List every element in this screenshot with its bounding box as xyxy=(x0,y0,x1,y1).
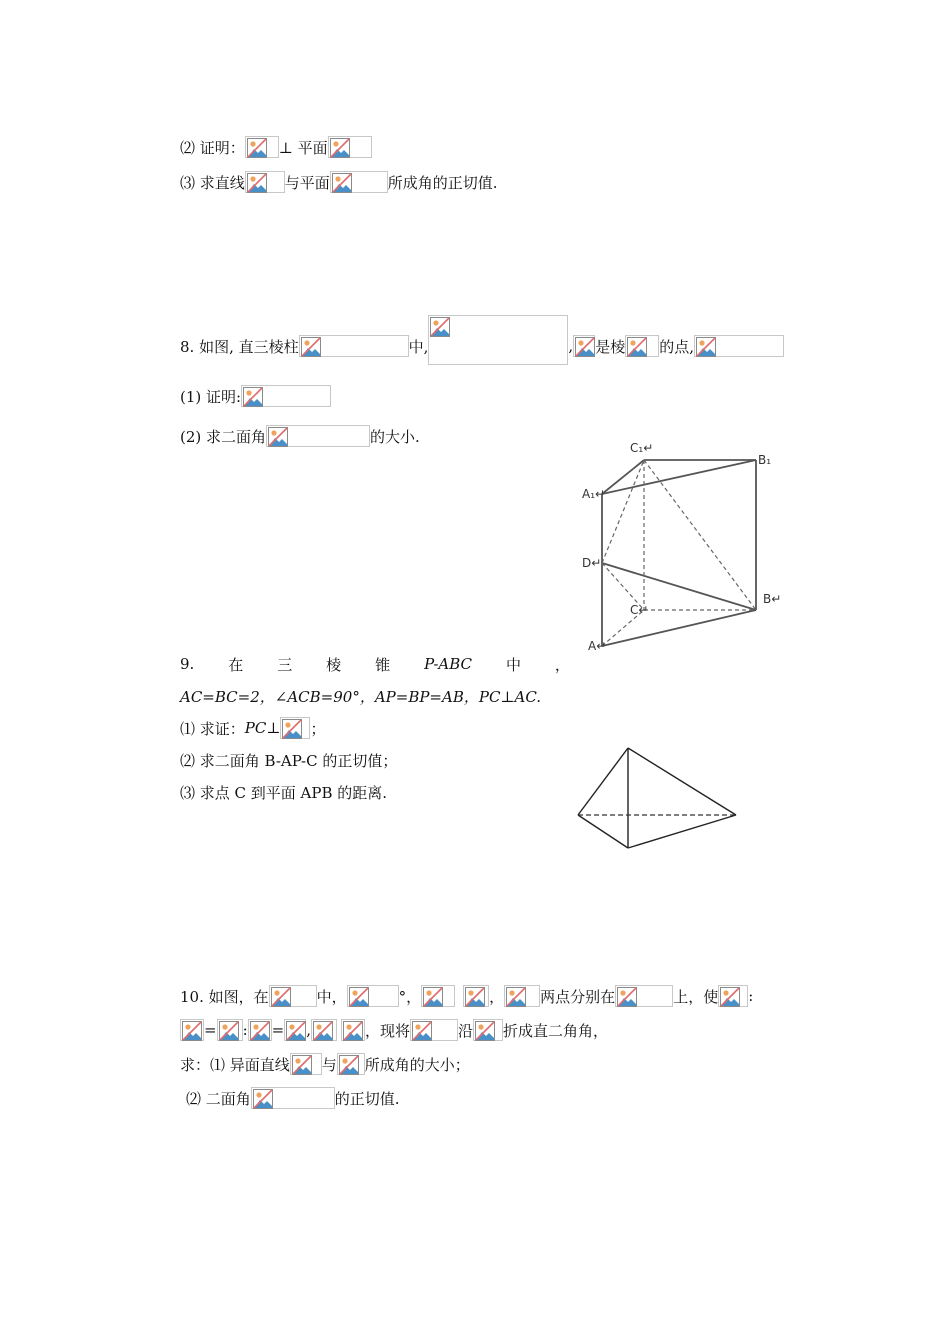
q10-stem-shang: 上，使 xyxy=(673,987,719,1006)
q9-word: 三 xyxy=(277,655,293,674)
formula-image xyxy=(504,985,540,1007)
label-c1: C₁↵ xyxy=(630,441,654,455)
broken-image-icon xyxy=(244,388,263,407)
q8-stem-dedian: 的点, xyxy=(659,337,694,356)
q9-word: ， xyxy=(554,655,570,674)
formula-image xyxy=(428,315,568,365)
broken-image-icon xyxy=(330,139,349,158)
formula-image xyxy=(573,335,595,357)
q9-word: 棱 xyxy=(326,655,342,674)
label-a: A↵ xyxy=(588,639,607,653)
broken-image-icon xyxy=(507,988,526,1007)
broken-image-icon xyxy=(476,1022,495,1041)
q7-part3 xyxy=(180,168,498,196)
q8-part2 xyxy=(180,422,420,450)
broken-image-icon xyxy=(431,318,450,337)
broken-image-icon xyxy=(271,988,290,1007)
label-a1: A₁↵ xyxy=(582,487,606,501)
q10-l2-yan: 沿 xyxy=(458,1021,474,1040)
q10-l3-suffix: 所成角的大小； xyxy=(364,1055,470,1074)
q7-part3-prefix: ⑶ 求直线 xyxy=(180,173,245,192)
broken-image-icon xyxy=(301,338,320,357)
formula-image xyxy=(330,171,388,193)
formula-image xyxy=(337,1053,365,1075)
q10-l2-xianjiang: ，现将 xyxy=(365,1021,411,1040)
q10-l2-fold: 折成直二角角， xyxy=(503,1021,609,1040)
broken-image-icon xyxy=(349,988,368,1007)
q9-name: P-ABC xyxy=(424,655,473,673)
q8-stem-comma: , xyxy=(568,337,574,355)
broken-image-icon xyxy=(339,1056,358,1075)
prism-figure xyxy=(570,430,790,660)
broken-image-icon xyxy=(253,1090,272,1109)
q9-part1-pc: PC⊥ xyxy=(244,719,281,737)
q9-part3-text: ⑶ 求点 C 到平面 APB 的距离. xyxy=(180,783,388,802)
formula-image xyxy=(290,1053,322,1075)
q8-stem-zhong: 中, xyxy=(408,337,429,356)
formula-image xyxy=(694,335,784,357)
formula-image xyxy=(248,1019,272,1041)
broken-image-icon xyxy=(247,139,266,158)
pyramid-solid-edges xyxy=(578,748,736,848)
formula-image xyxy=(251,1087,335,1109)
broken-image-icon xyxy=(283,720,302,739)
broken-image-icon xyxy=(618,988,637,1007)
q10-l2-colon: : xyxy=(242,1021,248,1039)
q8-stem xyxy=(180,332,784,360)
q7-part2 xyxy=(180,133,372,161)
q9-num: 9. xyxy=(180,655,195,673)
q9-word: 在 xyxy=(228,655,244,674)
broken-image-icon xyxy=(332,174,351,193)
q10-stem-degree: °， xyxy=(398,987,422,1006)
q10-line2 xyxy=(180,1016,608,1044)
q9-part1-suffix: ； xyxy=(310,719,326,738)
formula-image xyxy=(241,385,331,407)
q10-stem-prefix: 10. 如图，在 xyxy=(180,987,269,1006)
q8-part2-suffix: 的大小. xyxy=(370,427,420,446)
q8-stem-prefix: 8. 如图, 直三棱柱 xyxy=(180,337,299,356)
q9-part1-prefix: ⑴ 求证： xyxy=(180,719,245,738)
q10-stem xyxy=(180,982,753,1010)
formula-image xyxy=(625,335,659,357)
formula-image xyxy=(299,335,409,357)
q10-line3 xyxy=(180,1050,470,1078)
formula-image xyxy=(266,425,370,447)
broken-image-icon xyxy=(219,1022,238,1041)
q9-word: 锥 xyxy=(375,655,391,674)
q10-l4-suffix: 的正切值. xyxy=(334,1089,400,1108)
broken-image-icon xyxy=(424,988,443,1007)
broken-image-icon xyxy=(247,174,266,193)
formula-image xyxy=(245,136,279,158)
formula-image xyxy=(311,1019,337,1041)
formula-image xyxy=(341,1019,365,1041)
q8-part1-prefix: (1) 证明: xyxy=(180,387,242,406)
prism-solid-edges xyxy=(602,460,756,646)
q9-part2-text: ⑵ 求二面角 B-AP-C 的正切值； xyxy=(180,751,398,770)
q7-part2-perp: ⊥ 平面 xyxy=(278,138,328,157)
prism-hidden-edges xyxy=(602,460,756,646)
formula-image xyxy=(615,985,673,1007)
q10-l2-comma: , xyxy=(306,1021,311,1039)
broken-image-icon xyxy=(696,338,715,357)
broken-image-icon xyxy=(269,428,288,447)
q10-l2-eq: = xyxy=(204,1021,217,1039)
q10-stem-zhong: 中， xyxy=(316,987,347,1006)
broken-image-icon xyxy=(314,1022,333,1041)
q8-stem-shi: 是棱 xyxy=(595,337,626,356)
q9-word: 中 xyxy=(505,655,521,674)
formula-image xyxy=(284,1019,306,1041)
formula-image xyxy=(410,1019,458,1041)
broken-image-icon xyxy=(292,1056,311,1075)
q9-cond: AC=BC=2，∠ACB=90°，AP=BP=AB，PC⊥AC. xyxy=(180,687,542,706)
q8-part1 xyxy=(180,382,331,410)
formula-image xyxy=(245,171,285,193)
label-d: D↵ xyxy=(582,556,602,570)
q7-part3-mid: 与平面 xyxy=(284,173,330,192)
q7-part2-prefix: ⑵ 证明： xyxy=(180,138,245,157)
q9-part2 xyxy=(180,746,397,774)
formula-image xyxy=(463,985,489,1007)
pyramid-figure xyxy=(570,740,750,860)
q7-part3-suffix: 所成角的正切值. xyxy=(387,173,498,192)
label-c: C↵ xyxy=(630,603,649,617)
q10-stem-twopoints: 两点分别在 xyxy=(540,987,616,1006)
q10-l2-eq: = xyxy=(271,1021,285,1039)
formula-image xyxy=(347,985,399,1007)
broken-image-icon xyxy=(250,1022,269,1041)
q9-part3 xyxy=(180,778,387,806)
formula-image xyxy=(280,717,310,739)
formula-image xyxy=(421,985,455,1007)
broken-image-icon xyxy=(344,1022,363,1041)
broken-image-icon xyxy=(183,1022,202,1041)
formula-image xyxy=(269,985,317,1007)
formula-image xyxy=(180,1019,204,1041)
broken-image-icon xyxy=(466,988,485,1007)
formula-image xyxy=(718,985,748,1007)
q9-part1 xyxy=(180,714,325,742)
formula-image xyxy=(473,1019,503,1041)
broken-image-icon xyxy=(413,1022,432,1041)
q9-stem xyxy=(180,650,570,678)
broken-image-icon xyxy=(721,988,740,1007)
broken-image-icon xyxy=(287,1022,306,1041)
q10-stem-comma: ， xyxy=(489,987,505,1006)
q8-part2-prefix: (2) 求二面角 xyxy=(180,427,267,446)
formula-image xyxy=(328,136,372,158)
q10-line4 xyxy=(186,1084,400,1112)
q10-l4-prefix: ⑵ 二面角 xyxy=(186,1089,251,1108)
broken-image-icon xyxy=(628,338,647,357)
q10-l3-yu: 与 xyxy=(321,1055,337,1074)
label-b1: B₁ xyxy=(758,453,772,467)
label-b: B↵ xyxy=(763,592,782,606)
q10-stem-colon: : xyxy=(748,987,754,1005)
broken-image-icon xyxy=(576,338,595,357)
formula-image xyxy=(217,1019,243,1041)
q9-conditions xyxy=(180,682,541,710)
q10-l3-prefix: 求：⑴ 异面直线 xyxy=(180,1055,290,1074)
